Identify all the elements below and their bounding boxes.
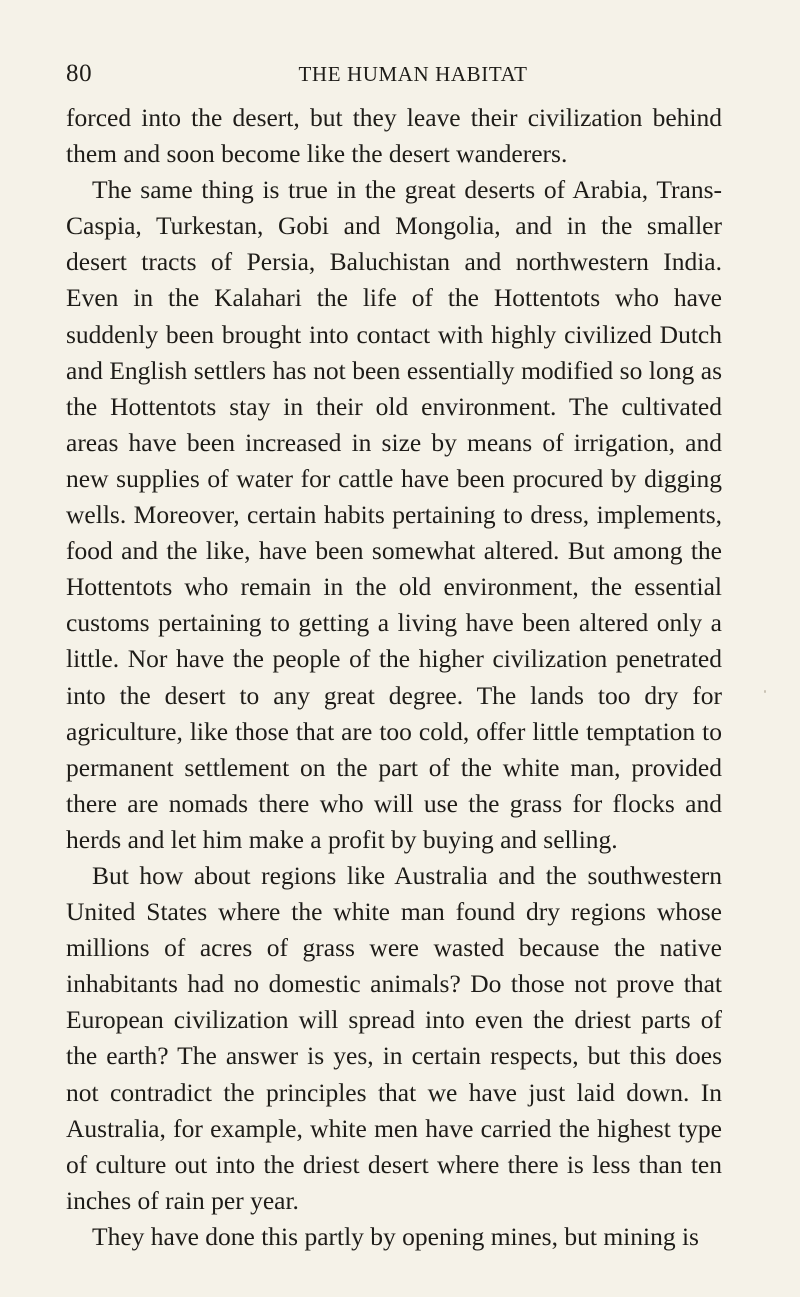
paragraph-australia: But how about regions like Australia and the southwestern United States where the white man found dry regions whose millions of acres of grass were wasted because the native inhabitants had no domestic animals? Do those not prove that European civilization will spread into even the driest parts of the earth? The answer is yes, in certain respects, but this does not contradict the principles that we have just laid down. In Australia, for example, white men have carried the highest type of culture out into the driest desert where there is less than ten inches of rain per year. bbox=[66, 860, 722, 1215]
paper-speck bbox=[764, 690, 766, 693]
running-title: THE HUMAN HABITAT bbox=[298, 62, 528, 86]
page-number: 80 bbox=[66, 60, 93, 87]
paragraph-deserts: The same thing is true in the great deserts of Arabia, Trans-Caspia, Turkestan, Gobi and Mongolia, and in the smaller desert tracts of Persia, Baluchistan and northwestern India. Even in the Kalahari the life of the Hottentots who have suddenly been brought into contact with highly civilized Dutch and English settlers has not been essentially modified so long as the Hottentots stay in their old environment. The cultivated areas have been increased in size by means of irrigation, and new supplies of water for cattle have been procured by digging wells. Moreover, certain habits pertaining to dress, implements, food and the like, have been somewhat altered. But among the Hottentots who remain in the old environment, the essential customs pertaining to getting a living have been altered only a little. Nor have the people of the higher civilization penetrated into the desert to any great degree. The lands too dry for agriculture, like those that are too cold, offer little temptation to permanent settlement on the part of the white man, provided there are nomads there who will use the grass for flocks and herds and let him make a profit by buying and selling. bbox=[66, 175, 722, 854]
paragraph-mining: They have done this partly by opening mines, but mining is bbox=[92, 1221, 699, 1251]
body-text bbox=[66, 100, 722, 1255]
paragraph-continuation: forced into the desert, but they leave their civilization behind them and soon become like the desert wanderers. bbox=[66, 103, 722, 169]
running-head bbox=[66, 58, 720, 90]
